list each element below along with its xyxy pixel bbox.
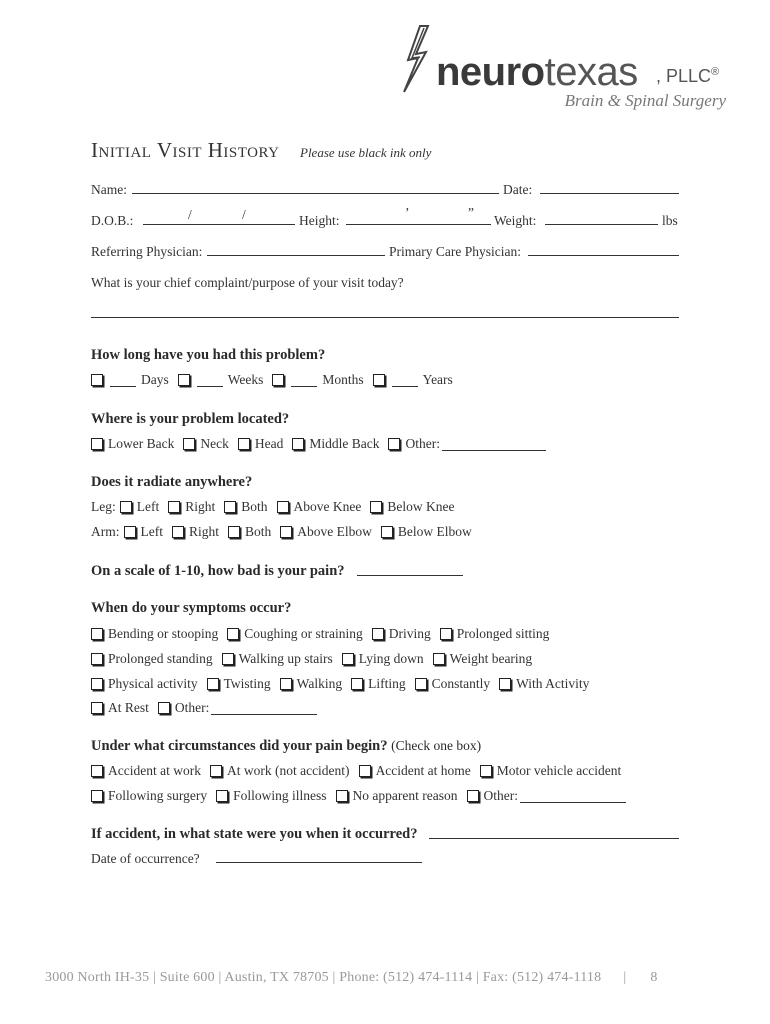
symptom-lifting[interactable] [351, 676, 406, 692]
footer [45, 970, 658, 986]
checkbox[interactable] [370, 501, 382, 513]
arm-below-elbow[interactable] [381, 524, 472, 540]
checkbox[interactable] [183, 438, 195, 450]
checkbox[interactable] [440, 628, 452, 640]
footer-address: 3000 North IH-35 | Suite 600 | Austin, TX 78705 | Phone: (512) 474-1114 | Fax: (512) 474-1118 [45, 970, 602, 985]
checkbox[interactable] [178, 374, 190, 386]
arm-above-elbow[interactable] [280, 524, 372, 540]
logo-tagline: Brain & Spinal Surgery [564, 91, 726, 110]
location-middle-back[interactable] [292, 436, 379, 452]
checkbox[interactable] [91, 702, 103, 714]
checkbox[interactable] [388, 438, 400, 450]
symptom-physical-activity[interactable] [91, 676, 198, 692]
checkbox[interactable] [91, 790, 103, 802]
leg-both[interactable] [224, 499, 267, 515]
checkbox[interactable] [467, 790, 479, 802]
location-head[interactable] [238, 436, 283, 452]
option-label: Driving [388, 626, 431, 641]
option-label: Constantly [431, 676, 491, 691]
occurrence-date-field[interactable] [216, 862, 422, 863]
leg-right[interactable] [168, 499, 215, 515]
dob-separator: / [188, 207, 192, 222]
complaint-label: What is your chief complaint/purpose of your visit today? [91, 275, 404, 290]
option-label: Accident at home [375, 763, 471, 778]
footer-separator: | [623, 970, 627, 985]
checkbox[interactable] [381, 526, 393, 538]
checkbox[interactable] [91, 653, 103, 665]
circumstance-illness[interactable] [216, 788, 326, 804]
symptom-twisting[interactable] [207, 676, 271, 692]
circumstance-at-work[interactable] [210, 763, 350, 779]
weight-label: Weight: [494, 213, 537, 228]
option-label: At work (not accident) [226, 763, 350, 778]
checkbox[interactable] [91, 628, 103, 640]
date-label: Date: [503, 182, 533, 197]
symptoms-row-2 [91, 651, 541, 667]
date-field[interactable] [540, 193, 679, 194]
location-neck[interactable] [183, 436, 228, 452]
checkbox[interactable] [172, 526, 184, 538]
checkbox[interactable] [280, 526, 292, 538]
symptom-at-rest[interactable] [91, 700, 149, 716]
checkbox[interactable] [120, 501, 132, 513]
form-subtitle: Please use black ink only [300, 145, 432, 160]
radiate-arm-options [91, 524, 481, 540]
checkbox[interactable] [228, 526, 240, 538]
checkbox[interactable] [224, 501, 236, 513]
symptom-walking[interactable] [280, 676, 342, 692]
duration-months-blank[interactable] [291, 374, 317, 387]
location-other-field[interactable] [442, 438, 546, 451]
circumstance-surgery[interactable] [91, 788, 207, 804]
checkbox[interactable] [373, 374, 385, 386]
option-label: Other: [483, 788, 518, 803]
checkbox[interactable] [91, 438, 103, 450]
option-label: Right [189, 524, 220, 539]
referring-physician-label: Referring Physician: [91, 244, 203, 259]
checkbox[interactable] [91, 765, 103, 777]
symptom-prolonged-standing[interactable] [91, 651, 213, 667]
option-label: Following illness [233, 788, 327, 803]
option-label: At Rest [108, 700, 149, 715]
location-other[interactable] [388, 436, 551, 452]
checkbox[interactable] [372, 628, 384, 640]
symptom-other[interactable] [158, 700, 323, 716]
neurotexas-logo [398, 24, 738, 116]
arm-left[interactable] [124, 524, 164, 540]
duration-options [91, 372, 462, 388]
height-field[interactable] [346, 224, 491, 225]
option-label: Motor vehicle accident [496, 763, 622, 778]
option-label: With Activity [516, 676, 590, 691]
symptoms-row-4 [91, 700, 331, 716]
option-label: Accident at work [108, 763, 201, 778]
checkbox[interactable] [499, 678, 511, 690]
checkbox[interactable] [359, 765, 371, 777]
option-label: Neck [200, 436, 229, 451]
symptom-weight-bearing[interactable] [433, 651, 533, 667]
checkbox[interactable] [168, 501, 180, 513]
option-label: Following surgery [108, 788, 208, 803]
option-label: Twisting [223, 676, 271, 691]
checkbox[interactable] [351, 678, 363, 690]
option-label: Below Knee [387, 499, 455, 514]
pain-scale-question: On a scale of 1-10, how bad is your pain? [91, 563, 345, 579]
checkbox[interactable] [207, 678, 219, 690]
circumstance-motor-vehicle[interactable] [480, 763, 621, 779]
symptom-walking-stairs[interactable] [222, 651, 333, 667]
arm-right[interactable] [172, 524, 219, 540]
duration-years-option[interactable] [373, 372, 453, 388]
arm-both[interactable] [228, 524, 271, 540]
inch-mark: ” [468, 205, 474, 220]
checkbox[interactable] [91, 374, 103, 386]
duration-days-blank[interactable] [110, 374, 136, 387]
accident-state-field[interactable] [429, 838, 679, 839]
symptom-prolonged-sitting[interactable] [440, 626, 550, 642]
option-label: Prolonged standing [108, 651, 213, 666]
checkbox[interactable] [238, 438, 250, 450]
checkbox[interactable] [210, 765, 222, 777]
leg-above-knee[interactable] [277, 499, 362, 515]
checkbox[interactable] [415, 678, 427, 690]
circumstance-accident-work[interactable] [91, 763, 201, 779]
option-label: Other: [405, 436, 440, 451]
checkbox[interactable] [292, 438, 304, 450]
weight-field[interactable] [545, 224, 658, 225]
option-label: Head [254, 436, 284, 451]
leg-left[interactable] [120, 499, 160, 515]
option-label: Above Elbow [297, 524, 372, 539]
lbs-label: lbs [662, 213, 678, 228]
option-label: Right [185, 499, 216, 514]
duration-weeks-option[interactable] [178, 372, 264, 388]
symptom-coughing[interactable] [227, 626, 363, 642]
name-field[interactable] [132, 193, 499, 194]
checkbox[interactable] [222, 653, 234, 665]
location-options [91, 436, 560, 452]
page-number: 8 [650, 970, 658, 985]
complaint-field[interactable] [91, 317, 679, 318]
symptoms-row-1 [91, 626, 558, 642]
primary-physician-field[interactable] [528, 255, 679, 256]
option-label: Walking up stairs [238, 651, 333, 666]
logo-wordmark: neurotexas [436, 50, 638, 94]
circumstance-no-reason[interactable] [336, 788, 458, 804]
option-label: Lower Back [108, 436, 175, 451]
option-label: Both [245, 524, 272, 539]
duration-weeks-blank[interactable] [197, 374, 223, 387]
option-label: Physical activity [108, 676, 198, 691]
leg-below-knee[interactable] [370, 499, 454, 515]
checkbox[interactable] [342, 653, 354, 665]
duration-days-option[interactable] [91, 372, 169, 388]
checkbox[interactable] [227, 628, 239, 640]
option-label: Walking [296, 676, 343, 691]
circumstances-row-1 [91, 763, 630, 779]
dob-separator: / [242, 207, 246, 222]
leg-label: Leg: [91, 499, 116, 514]
circumstances-row-2 [91, 788, 640, 804]
checkbox[interactable] [336, 790, 348, 802]
option-label: Coughing or straining [244, 626, 363, 641]
option-label: Both [241, 499, 268, 514]
option-label: Months [322, 372, 364, 387]
pain-scale-field[interactable] [357, 575, 463, 576]
duration-months-option[interactable] [272, 372, 363, 388]
option-label: Other: [174, 700, 210, 715]
option-label: Middle Back [309, 436, 380, 451]
feet-mark: ’ [405, 205, 410, 220]
location-question: Where is your problem located? [91, 411, 290, 427]
name-label: Name: [91, 182, 127, 197]
symptom-driving[interactable] [372, 626, 431, 642]
checkbox[interactable] [158, 702, 170, 714]
referring-physician-field[interactable] [207, 255, 385, 256]
arm-label: Arm: [91, 524, 120, 539]
checkbox[interactable] [216, 790, 228, 802]
option-label: Prolonged sitting [456, 626, 550, 641]
lightning-bolt-icon [398, 24, 438, 94]
option-label: Above Knee [293, 499, 362, 514]
option-label: Bending or stooping [108, 626, 219, 641]
option-label: Weight bearing [449, 651, 533, 666]
dob-field[interactable] [143, 224, 295, 225]
height-label: Height: [299, 213, 340, 228]
symptoms-question: When do your symptoms occur? [91, 600, 292, 616]
radiate-question: Does it radiate anywhere? [91, 474, 253, 490]
symptoms-row-3 [91, 676, 598, 692]
dob-label: D.O.B.: [91, 213, 134, 228]
checkbox[interactable] [277, 501, 289, 513]
checkbox[interactable] [272, 374, 284, 386]
primary-physician-label: Primary Care Physician: [389, 244, 521, 259]
option-label: Days [141, 372, 169, 387]
circumstance-other[interactable] [467, 788, 632, 804]
option-label: Weeks [227, 372, 264, 387]
circumstances-question: Under what circumstances did your pain begin? (Check one box) [91, 738, 482, 754]
location-lower-back[interactable] [91, 436, 174, 452]
option-label: Years [422, 372, 453, 387]
radiate-leg-options [91, 499, 464, 515]
form-title: Initial Visit History [91, 138, 280, 162]
option-label: Below Elbow [397, 524, 472, 539]
option-label: No apparent reason [352, 788, 458, 803]
circumstance-accident-home[interactable] [359, 763, 471, 779]
checkbox[interactable] [280, 678, 292, 690]
symptom-other-field[interactable] [211, 702, 317, 715]
checkbox[interactable] [433, 653, 445, 665]
accident-state-question: If accident, in what state were you when it occurred? [91, 826, 418, 842]
option-label: Left [136, 499, 160, 514]
symptom-constantly[interactable] [415, 676, 491, 692]
option-label: Lying down [358, 651, 424, 666]
symptom-lying-down[interactable] [342, 651, 424, 667]
checkbox[interactable] [91, 678, 103, 690]
symptom-bending[interactable] [91, 626, 218, 642]
circumstance-other-field[interactable] [520, 790, 626, 803]
duration-question: How long have you had this problem? [91, 347, 326, 363]
duration-years-blank[interactable] [392, 374, 418, 387]
check-one-note: (Check one box) [391, 738, 482, 753]
occurrence-date-label: Date of occurrence? [91, 851, 200, 866]
option-label: Left [140, 524, 163, 539]
checkbox[interactable] [480, 765, 492, 777]
checkbox[interactable] [124, 526, 136, 538]
symptom-with-activity[interactable] [499, 676, 589, 692]
option-label: Lifting [368, 676, 406, 691]
logo-pllc: , PLLC® [656, 66, 720, 86]
